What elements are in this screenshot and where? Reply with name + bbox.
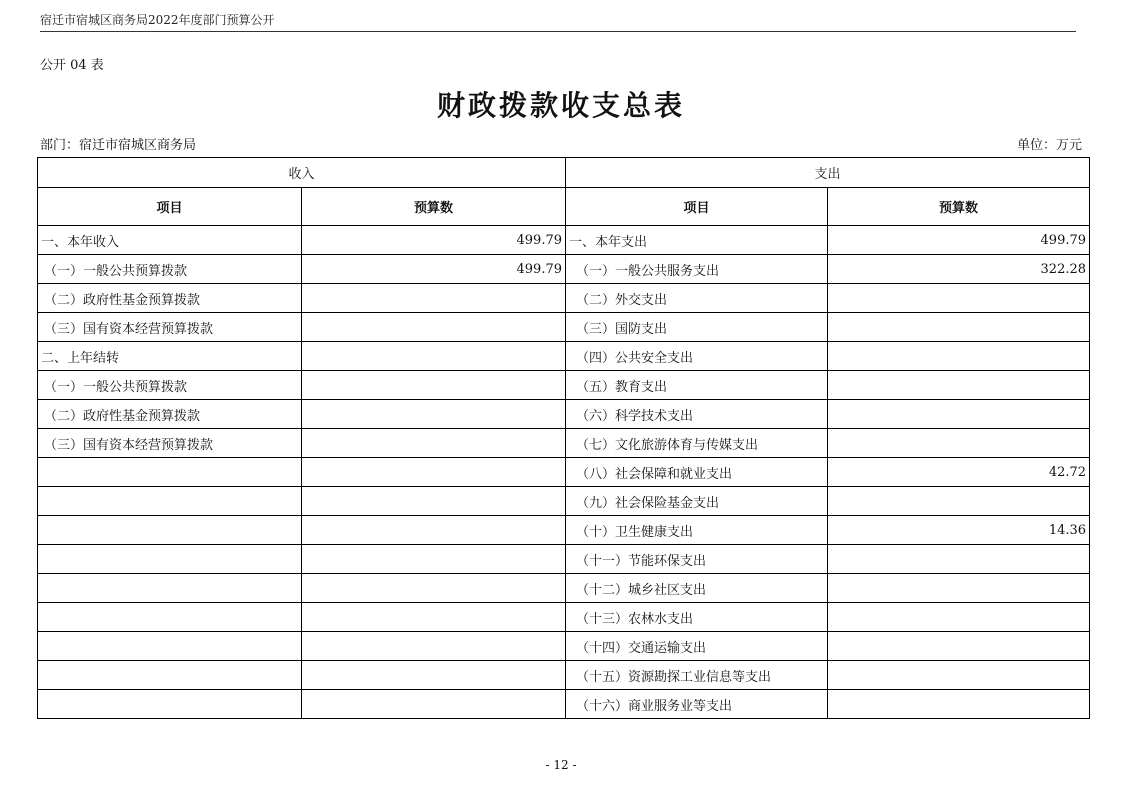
income-amount-cell [302,371,566,400]
expense-item-cell: （十一）节能环保支出 [566,545,828,574]
income-amount-cell [302,603,566,632]
income-amount-cell [302,284,566,313]
expense-amount-cell [828,313,1090,342]
income-amount-cell [302,574,566,603]
expense-amount-cell [828,284,1090,313]
expense-item-cell: （十三）农林水支出 [566,603,828,632]
expense-item-cell: （四）公共安全支出 [566,342,828,371]
income-item-cell [38,516,302,545]
table-row [38,313,1090,342]
expense-item-cell: （十四）交通运输支出 [566,632,828,661]
income-amount-cell: 499.79 [302,255,566,284]
expense-item-cell: （三）国防支出 [566,313,828,342]
header-rule [40,31,1076,32]
income-item-header: 项目 [38,188,302,226]
expense-item-cell: （八）社会保障和就业支出 [566,458,828,487]
expense-amount-cell [828,632,1090,661]
income-item-cell: （三）国有资本经营预算拨款 [38,429,302,458]
expense-item-cell: （十六）商业服务业等支出 [566,690,828,719]
expense-item-cell: （五）教育支出 [566,371,828,400]
expense-item-cell: （六）科学技术支出 [566,400,828,429]
expense-amount-cell: 42.72 [828,458,1090,487]
expense-item-cell: （十五）资源勘探工业信息等支出 [566,661,828,690]
expense-amount-cell [828,690,1090,719]
table-row [38,342,1090,371]
expense-amount-cell [828,429,1090,458]
income-amount-cell [302,516,566,545]
expense-amount-cell: 14.36 [828,516,1090,545]
table-row [38,429,1090,458]
income-item-cell [38,632,302,661]
table-row [38,661,1090,690]
income-amount-cell [302,313,566,342]
table-row [38,284,1090,313]
income-amount-cell [302,545,566,574]
running-header: 宿迁市宿城区商务局2022年度部门预算公开 [40,13,275,27]
table-row [38,632,1090,661]
table-row [38,487,1090,516]
expense-item-cell: （七）文化旅游体育与传媒支出 [566,429,828,458]
table-row [38,603,1090,632]
income-amount-cell [302,632,566,661]
expense-item-cell: （十二）城乡社区支出 [566,574,828,603]
form-number: 公开 04 表 [40,58,104,73]
income-budget-header: 预算数 [302,188,566,226]
table-row [38,255,1090,284]
expense-header: 支出 [566,158,1090,188]
table-group-header-row [38,158,1090,188]
expense-amount-cell [828,371,1090,400]
expense-item-cell: （二）外交支出 [566,284,828,313]
expense-amount-cell: 322.28 [828,255,1090,284]
income-amount-cell [302,400,566,429]
income-item-cell: （三）国有资本经营预算拨款 [38,313,302,342]
expense-amount-cell [828,661,1090,690]
table-row [38,516,1090,545]
unit-label: 单位：万元 [1016,138,1082,153]
income-item-cell: 一、本年收入 [38,226,302,255]
page-number: - 12 - [545,758,577,772]
income-amount-cell [302,661,566,690]
income-amount-cell: 499.79 [302,226,566,255]
income-item-cell [38,487,302,516]
expense-amount-cell [828,574,1090,603]
department-label: 部门：宿迁市宿城区商务局 [40,138,197,153]
expense-amount-cell [828,603,1090,632]
income-amount-cell [302,487,566,516]
income-item-cell [38,690,302,719]
expense-item-cell: 一、本年支出 [566,226,828,255]
income-item-cell [38,574,302,603]
expense-item-cell: （一）一般公共服务支出 [566,255,828,284]
table-row [38,400,1090,429]
income-item-cell: （二）政府性基金预算拨款 [38,400,302,429]
income-amount-cell [302,429,566,458]
income-header: 收入 [38,158,566,188]
income-item-cell: （一）一般公共预算拨款 [38,371,302,400]
table-row [38,226,1090,255]
expense-amount-cell [828,342,1090,371]
table-column-header-row [38,188,1090,226]
expense-item-cell: （九）社会保险基金支出 [566,487,828,516]
expense-amount-cell [828,487,1090,516]
expense-item-cell: （十）卫生健康支出 [566,516,828,545]
income-amount-cell [302,342,566,371]
income-item-cell: （二）政府性基金预算拨款 [38,284,302,313]
expense-amount-cell [828,545,1090,574]
income-item-cell [38,545,302,574]
income-item-cell [38,661,302,690]
income-item-cell: 二、上年结转 [38,342,302,371]
table-row [38,690,1090,719]
table-row [38,458,1090,487]
income-item-cell [38,458,302,487]
table-row [38,371,1090,400]
income-item-cell [38,603,302,632]
table-row [38,574,1090,603]
expense-amount-cell [828,400,1090,429]
expense-item-header: 项目 [566,188,828,226]
expense-budget-header: 预算数 [828,188,1090,226]
expense-amount-cell: 499.79 [828,226,1090,255]
table-row [38,545,1090,574]
income-amount-cell [302,458,566,487]
page-title: 财政拨款收支总表 [436,89,685,122]
budget-table [37,157,1090,719]
income-amount-cell [302,690,566,719]
income-item-cell: （一）一般公共预算拨款 [38,255,302,284]
